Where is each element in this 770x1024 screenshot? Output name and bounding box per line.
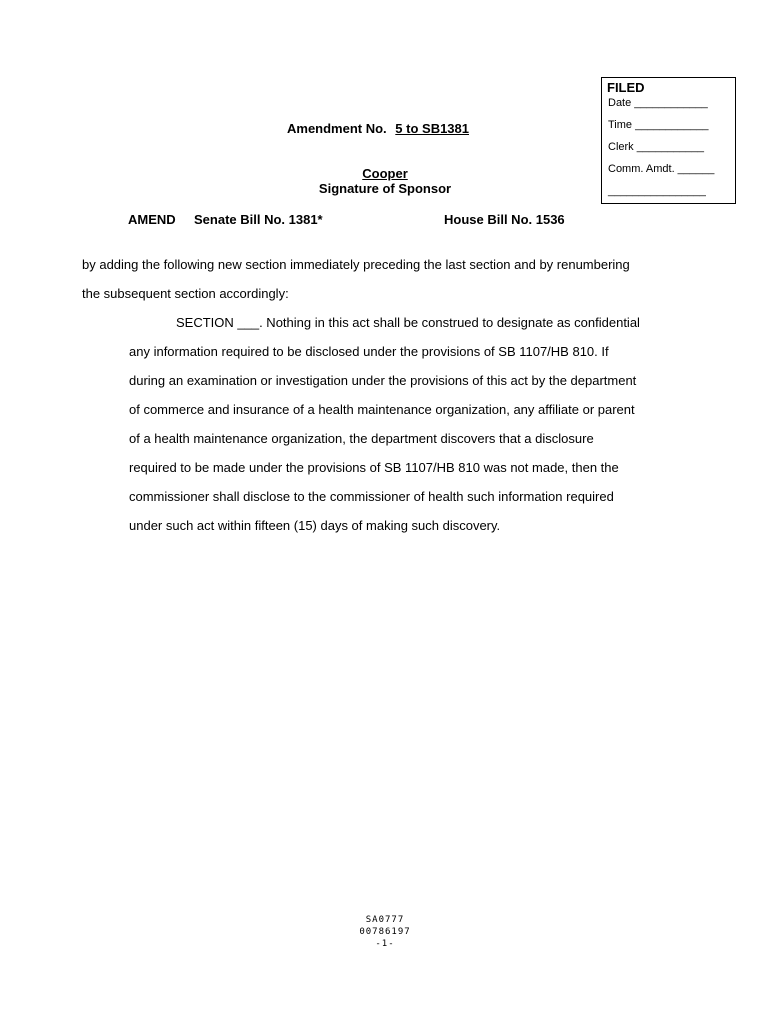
amend-label: AMEND: [128, 212, 176, 227]
amendment-number: [287, 121, 469, 136]
footer-code-sa: SA0777: [365, 915, 405, 925]
sponsor-name: Cooper: [362, 166, 408, 181]
intro-line-1: by adding the following new section immediately preceding the last section and by renumbering: [82, 257, 630, 272]
section-line-1: SECTION ___. Nothing in this act shall be construed to designate as confidential: [176, 315, 640, 330]
section-line-4: of commerce and insurance of a health maintenance organization, any affiliate or parent: [129, 402, 635, 417]
footer-code-number: 00786197: [359, 927, 411, 937]
intro-line-2: the subsequent section accordingly:: [82, 286, 289, 301]
sponsor-signature-caption: Signature of Sponsor: [318, 181, 452, 196]
filed-time-line: Time ____________: [608, 119, 709, 131]
footer-page-number: -1-: [375, 939, 395, 949]
filed-date-line: Date ____________: [608, 97, 708, 109]
section-line-2: any information required to be disclosed under the provisions of SB 1107/HB 810. If: [129, 344, 609, 359]
filed-blank-line: ________________: [608, 185, 706, 197]
amendment-value: 5 to SB1381: [395, 121, 469, 136]
senate-bill-number: Senate Bill No. 1381*: [194, 212, 323, 227]
filed-comm-amdt-line: Comm. Amdt. ______: [608, 163, 715, 175]
section-line-5: of a health maintenance organization, the department discovers that a disclosure: [129, 431, 594, 446]
section-line-6: required to be made under the provisions of SB 1107/HB 810 was not made, then the: [129, 460, 619, 475]
filed-clerk-line: Clerk ___________: [608, 141, 705, 153]
house-bill-number: House Bill No. 1536: [444, 212, 565, 227]
amendment-label: Amendment No.: [287, 121, 387, 136]
section-line-8: under such act within fifteen (15) days of making such discovery.: [129, 518, 501, 533]
section-line-7: commissioner shall disclose to the commissioner of health such information required: [129, 489, 614, 504]
section-line-3: during an examination or investigation under the provisions of this act by the department: [129, 373, 637, 388]
filed-title: FILED: [607, 80, 645, 95]
